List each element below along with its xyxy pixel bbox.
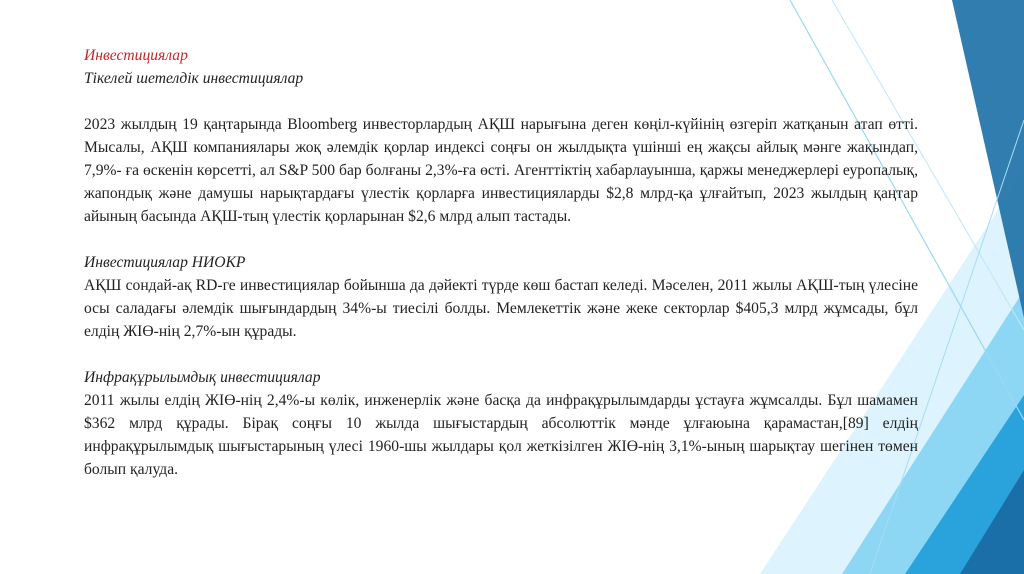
section-title-rd: Инвестициялар НИОКР <box>84 254 246 271</box>
section-foreign-investment <box>84 44 918 228</box>
section-title-investments: Инвестициялар <box>84 47 188 64</box>
section-rd-investment <box>84 251 918 343</box>
section-infrastructure-investment <box>84 366 918 481</box>
paragraph-fdi: 2023 жылдың 19 қаңтарында Bloomberg инвесторлардың АҚШ нарығына деген көңіл-күйінің өзгеріп жатқанын атап өтті. Мысалы, АҚШ компаниялары жоқ әлемдік қорлар индексі соңғы он жылдықта үшінші ең жақсы айлық мәнге жақындап, 7,9%- ға өскенін көрсетті, ал S&P 500 бар болғаны 2,3%-ға өсті. Агенттіктің хабарлауынша, қаржы менеджерлері еуропалық, жапондық және дамушы нарықтардағы үлестік қорларға инвестицияларды $2,8 млрд-қа ұлғайтып, 2023 жылдың қаңтар айының басында АҚШ-тың үлестік қорларынан $2,6 млрд алып тастады. <box>84 116 918 225</box>
paragraph-infrastructure: 2011 жылы елдің ЖІӨ-нің 2,4%-ы көлік, инженерлік және басқа да инфрақұрылымдарды ұстауға жұмсалды. Бұл шамамен $362 млрд құрады. Бірақ соңғы 10 жылда шығыстардың абсолюттік мәнде ұлғаюына қарамастан,[89] елдің инфрақұрылымдық шығыстарының үлесі 1960-шы жылдары қол жеткізілген ЖІӨ-нің 3,1%-ының шарықтау шегінен төмен болып қалуда. <box>84 392 918 478</box>
section-subtitle-fdi: Тікелей шетелдік инвестициялар <box>84 70 304 87</box>
slide-content <box>84 44 918 504</box>
section-title-infrastructure: Инфрақұрылымдық инвестициялар <box>84 369 321 386</box>
paragraph-rd: АҚШ сондай-ақ RD-ге инвестициялар бойынша да дәйекті түрде көш бастап келеді. Мәселен, 2011 жылы АҚШ-тың үлесіне осы саладағы әлемдік шығындардың 34%-ы тиесілі болды. Мемлекеттік және жеке секторлар $405,3 млрд жұмсады, бұл елдің ЖІӨ-нің 2,7%-ын құрады. <box>84 277 918 340</box>
